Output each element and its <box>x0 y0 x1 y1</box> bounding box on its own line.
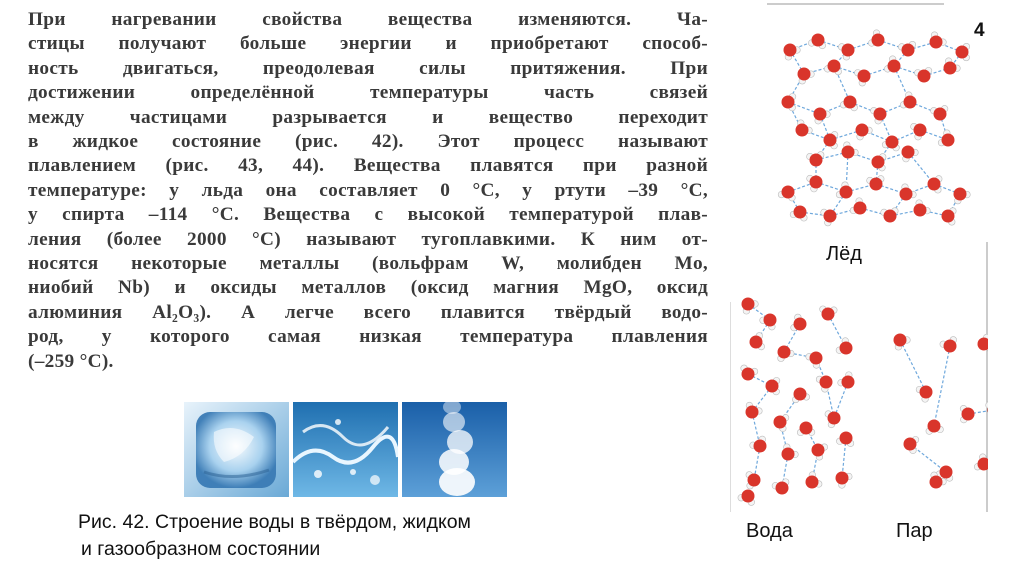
oxygen-atom <box>794 388 807 401</box>
oxygen-atom <box>798 68 811 81</box>
oxygen-atom <box>746 406 759 419</box>
oxygen-atom <box>854 202 867 215</box>
oxygen-atom <box>794 206 807 219</box>
text-line: алюминия Al₂O₃). А легче всего плавится твёрдый водо- <box>28 301 708 323</box>
hydrogen-bond <box>900 340 926 392</box>
oxygen-atom <box>828 60 841 73</box>
oxygen-atom <box>872 34 885 47</box>
oxygen-atom <box>934 108 947 121</box>
text-line: род, у которого самая низкая температура плавления <box>28 326 708 348</box>
oxygen-atom <box>810 352 823 365</box>
oxygen-atom <box>842 376 855 389</box>
oxygen-atom <box>824 210 837 223</box>
steam-label: Пар <box>896 520 933 542</box>
oxygen-atom <box>884 210 897 223</box>
oxygen-atom <box>814 108 827 121</box>
oxygen-atom <box>944 340 957 353</box>
oxygen-atom <box>812 34 825 47</box>
oxygen-atom <box>748 474 761 487</box>
oxygen-atom <box>810 154 823 167</box>
text-line: в жидкое состояние (рис. 42). Этот процесс называют <box>28 131 708 153</box>
oxygen-atom <box>742 368 755 381</box>
photo-strip <box>184 402 507 497</box>
text-line: При нагревании свойства вещества изменяются. Ча- <box>28 9 708 30</box>
oxygen-atom <box>800 422 813 435</box>
text-line: достижении определённой температуры часть связей <box>28 82 708 104</box>
hydrogen-atom <box>986 402 988 409</box>
oxygen-atom <box>942 210 955 223</box>
text-line: температуре: у льда она составляет 0 °С, у ртути –39 °С, <box>28 179 708 201</box>
oxygen-atom <box>902 44 915 57</box>
oxygen-atom <box>812 444 825 457</box>
oxygen-atom <box>754 440 767 453</box>
oxygen-atom <box>836 472 849 485</box>
oxygen-atom <box>842 44 855 57</box>
oxygen-atom <box>842 146 855 159</box>
oxygen-atom <box>920 386 933 399</box>
oxygen-atom <box>784 44 797 57</box>
oxygen-atom <box>940 466 953 479</box>
oxygen-atom <box>840 342 853 355</box>
text-line: (–259 °С). <box>28 350 114 372</box>
text-line: ления (более 2000 °С) называют тугоплавкими. К ним от- <box>28 228 708 250</box>
oxygen-atom <box>914 204 927 217</box>
oxygen-atom <box>930 36 943 49</box>
oxygen-atom <box>796 124 809 137</box>
oxygen-atom <box>742 490 755 503</box>
caption-line: Рис. 42. Строение воды в твёрдом, жидком <box>78 511 471 533</box>
oxygen-atom <box>794 318 807 331</box>
text-line: плавлением (рис. 43, 44). Вещества плавятся при разной <box>28 155 708 177</box>
oxygen-atom <box>886 136 899 149</box>
oxygen-atom <box>840 432 853 445</box>
oxygen-atom <box>942 134 955 147</box>
oxygen-atom <box>944 62 957 75</box>
text-line: ниобий Nb) и оксиды металлов (оксид магния MgO, оксид <box>28 277 708 299</box>
oxygen-atom <box>750 336 763 349</box>
oxygen-atom <box>956 46 969 59</box>
oxygen-atom <box>900 188 913 201</box>
hydrogen-bond <box>934 346 950 426</box>
steam-photo <box>402 402 507 497</box>
oxygen-atom <box>806 476 819 489</box>
oxygen-atom <box>928 178 941 191</box>
oxygen-atom <box>870 178 883 191</box>
text-line: стицы получают больше энергии и приобретают способ- <box>28 33 708 55</box>
oxygen-atom <box>776 482 789 495</box>
oxygen-atom <box>766 380 779 393</box>
oxygen-atom <box>764 314 777 327</box>
slide-number: 4 <box>974 20 985 41</box>
oxygen-atom <box>918 70 931 83</box>
oxygen-atom <box>782 448 795 461</box>
oxygen-atom <box>930 476 943 489</box>
oxygen-atom <box>858 70 871 83</box>
text-line: у спирта –114 °С. Вещества с высокой температурой плав- <box>28 204 708 226</box>
oxygen-atom <box>782 186 795 199</box>
oxygen-atom <box>894 334 907 347</box>
body-text <box>28 8 708 374</box>
water-label: Вода <box>746 520 793 542</box>
oxygen-atom <box>824 134 837 147</box>
text-line: ность двигаться, преодолевая силы притяжения. При <box>28 57 708 79</box>
oxygen-atom <box>840 186 853 199</box>
oxygen-atom <box>902 146 915 159</box>
oxygen-atom <box>822 308 835 321</box>
oxygen-atom <box>914 124 927 137</box>
oxygen-atom <box>856 124 869 137</box>
oxygen-atom <box>774 416 787 429</box>
oxygen-atom <box>820 376 833 389</box>
ice-label: Лёд <box>826 243 862 265</box>
oxygen-atom <box>904 438 917 451</box>
water-splash-photo <box>293 402 398 497</box>
text-line: между частицами разрывается и вещество переходит <box>28 106 708 128</box>
caption-line: и газообразном состоянии <box>81 538 321 560</box>
oxygen-atom <box>874 108 887 121</box>
oxygen-atom <box>778 346 791 359</box>
oxygen-atom <box>888 60 901 73</box>
oxygen-atom <box>828 412 841 425</box>
oxygen-atom <box>978 338 989 351</box>
oxygen-atom <box>954 188 967 201</box>
oxygen-atom <box>872 156 885 169</box>
oxygen-atom <box>928 420 941 433</box>
text-line: носятся некоторые металлы (вольфрам W, молибден Mo, <box>28 253 708 275</box>
oxygen-atom <box>810 176 823 189</box>
oxygen-atom <box>742 298 755 311</box>
figure-caption <box>78 509 471 563</box>
oxygen-atom <box>904 96 917 109</box>
oxygen-atom <box>844 96 857 109</box>
ice-cube-photo <box>184 402 289 497</box>
oxygen-atom <box>962 408 975 421</box>
oxygen-atom <box>782 96 795 109</box>
